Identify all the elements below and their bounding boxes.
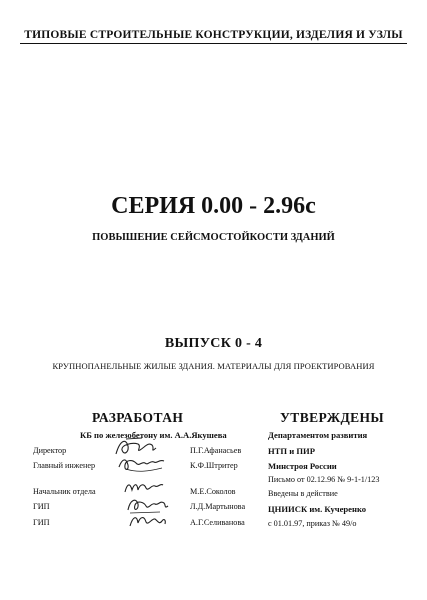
developed-heading: РАЗРАБОТАН — [92, 410, 184, 425]
signatory-role: Начальник отдела — [33, 487, 96, 496]
approval-line: Минстроя России — [268, 461, 337, 471]
signatory-role: ГИП — [33, 518, 50, 527]
signatory-name: К.Ф.Штритер — [190, 461, 238, 470]
signatory-name: Л.Д.Мартынова — [190, 502, 246, 511]
approval-line: НТП и ПИР — [268, 446, 315, 456]
gip-selivanova-signature — [126, 510, 168, 532]
approval-line: с 01.01.97, приказ № 49/о — [268, 519, 357, 528]
signatory-role: Главный инженер — [33, 461, 96, 470]
developer-organization: КБ по железобетону им. А.А.Якушева — [80, 430, 227, 440]
approval-line: Введены в действие — [268, 489, 338, 498]
series-title: СЕРИЯ 0.00 - 2.96с — [111, 193, 316, 219]
signatory-role: Директор — [33, 446, 67, 455]
signatory-role: ГИП — [33, 502, 50, 511]
approval-line: Департаментом развития — [268, 430, 368, 440]
issue-title: ВЫПУСК 0 - 4 — [164, 336, 263, 351]
series-subtitle: ПОВЫШЕНИЕ СЕЙСМОСТОЙКОСТИ ЗДАНИЙ — [92, 232, 335, 243]
approval-line: ЦНИИСК им. Кучеренко — [268, 504, 367, 514]
signatory-name: А.Г.Селиванова — [190, 518, 245, 527]
header-title: ТИПОВЫЕ СТРОИТЕЛЬНЫЕ КОНСТРУКЦИИ, ИЗДЕЛИЯ И УЗЛЫ — [24, 29, 403, 41]
signatory-name: П.Г.Афанасьев — [190, 446, 242, 455]
approved-heading: УТВЕРЖДЕНЫ — [280, 410, 385, 425]
header-rule — [20, 43, 407, 44]
issue-subtitle: КРУПНОПАНЕЛЬНЫЕ ЖИЛЫЕ ЗДАНИЯ. МАТЕРИАЛЫ ДЛЯ ПРОЕКТИРОВАНИЯ — [52, 361, 375, 371]
signatory-name: М.Е.Соколов — [190, 487, 236, 496]
approval-line: Письмо от 02.12.96 № 9-1-1/123 — [268, 475, 380, 484]
chief-engineer-signature — [116, 453, 168, 475]
